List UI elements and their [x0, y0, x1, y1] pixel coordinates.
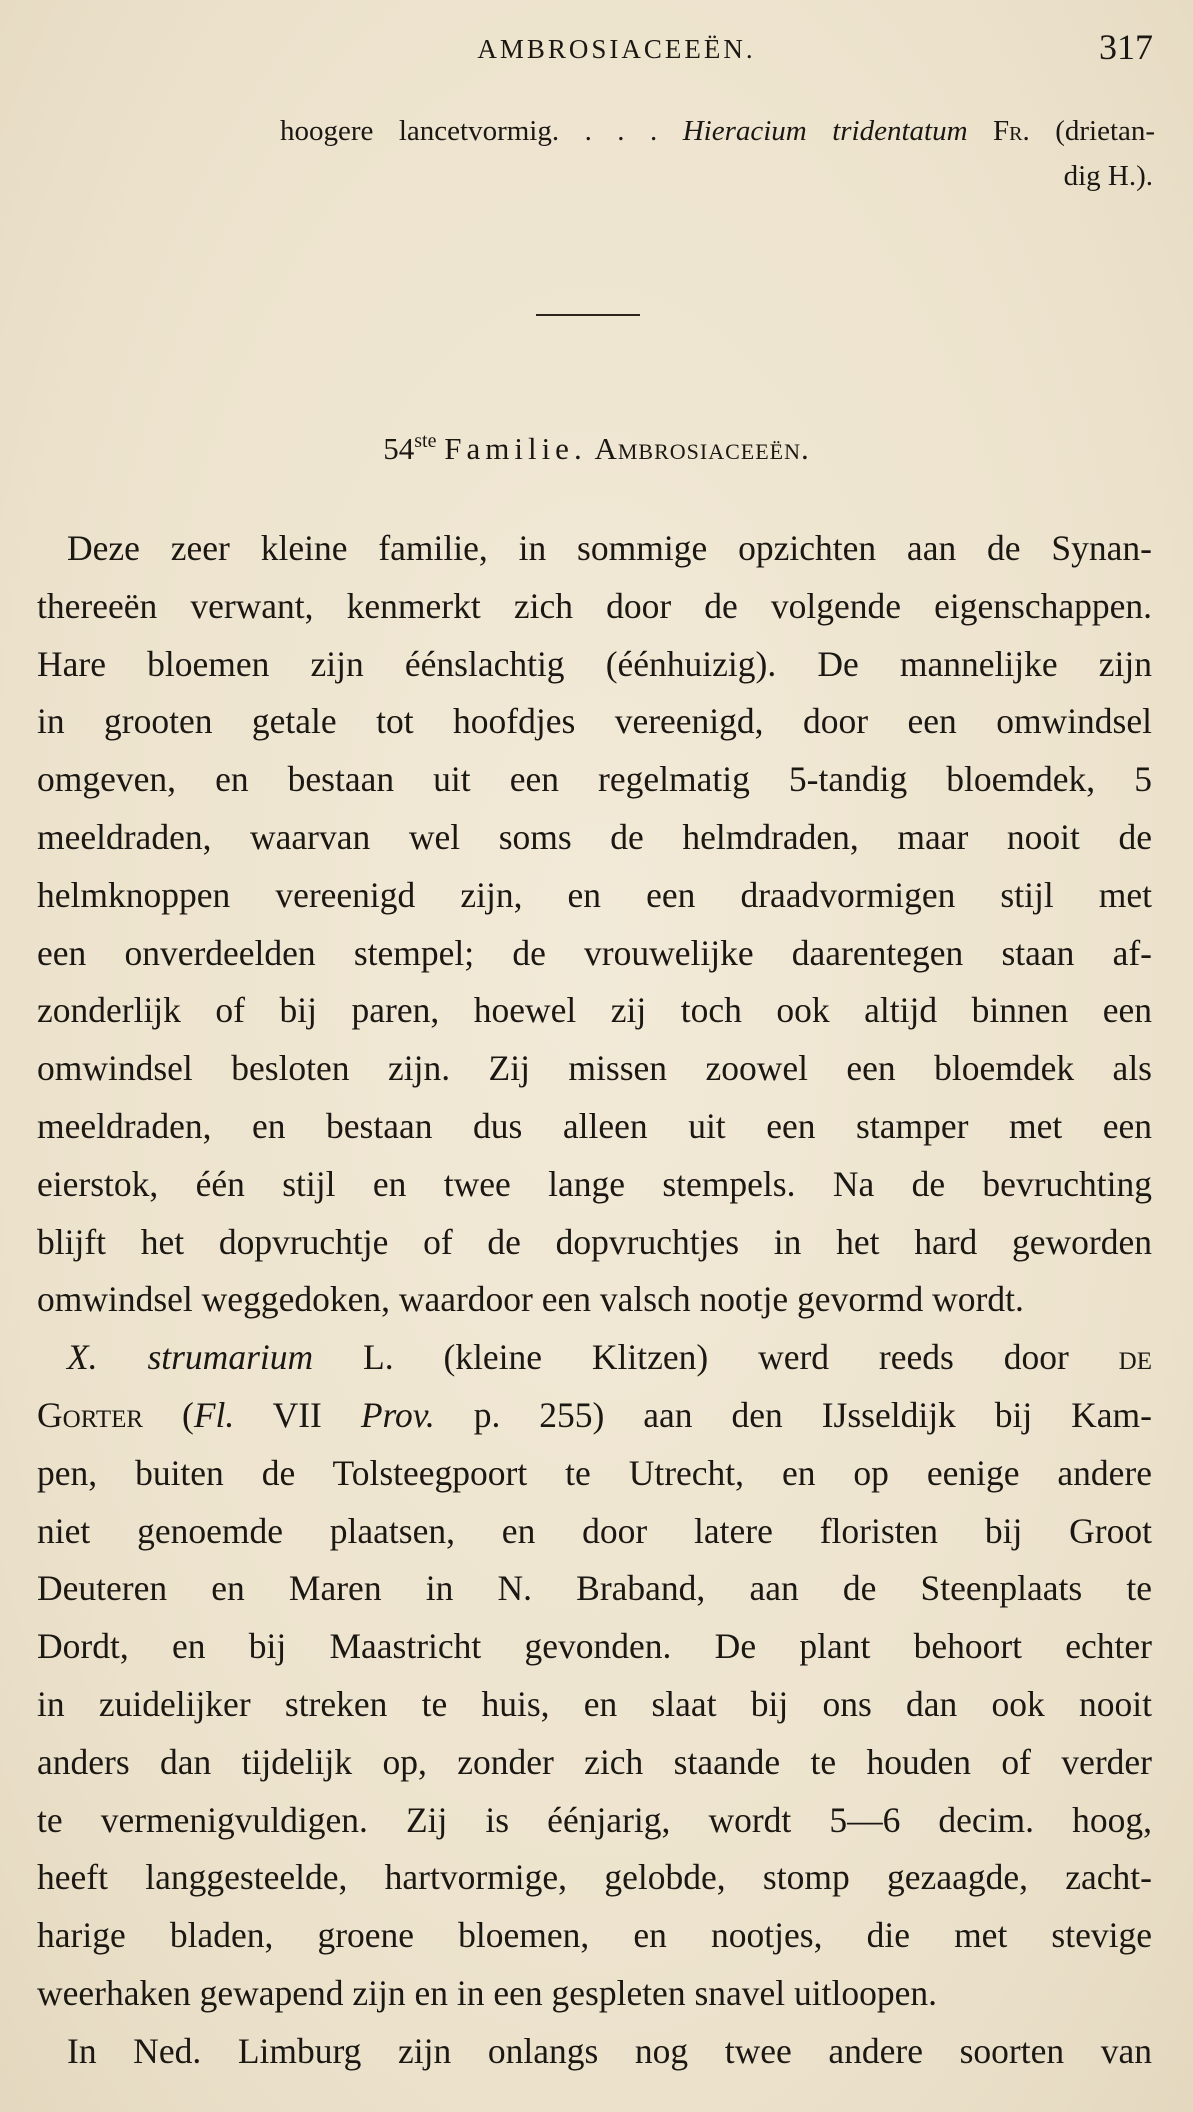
key-text: hoogere lancetvormig. . . . — [280, 115, 658, 147]
text-line: pen, buiten de Tolsteegpoort te Utrecht, en op eenige andere — [37, 1452, 1152, 1493]
text-line: meeldraden, waarvan wel soms de helmdraden, maar nooit de — [37, 816, 1152, 857]
text-run: p. 255) aan den IJsseldijk bij Kam- — [434, 1394, 1152, 1435]
key-entry-line-2: dig H.). — [1063, 160, 1153, 192]
text-line: omwindsel besloten zijn. Zij missen zoowel een bloemdek als — [37, 1048, 1152, 1089]
key-author: Fr. — [993, 115, 1030, 147]
text-line: weerhaken gewapend zijn en in een gespleten snavel uitloopen. — [37, 1972, 937, 2013]
text-line: eierstok, één stijl en twee lange stempels. Na de bevruchting — [37, 1163, 1152, 1204]
citation-work-2: Prov. — [360, 1394, 435, 1435]
text-run: VII — [234, 1394, 361, 1435]
body-text — [37, 520, 1152, 2081]
author-prefix: de — [1118, 1337, 1152, 1378]
author-name: Gorter — [37, 1394, 144, 1435]
page-number: 317 — [1099, 27, 1153, 67]
text-line: harige bladen, groene bloemen, en nootjes, die met stevige — [37, 1915, 1152, 1956]
family-number-suffix: ste — [414, 430, 437, 452]
text-line: omgeven, en bestaan uit een regelmatig 5-tandig bloemdek, 5 — [37, 759, 1152, 800]
text-line: een onverdeelden stempel; de vrouwelijke daarentegen staan af- — [37, 932, 1152, 973]
text-line: Dordt, en bij Maastricht gevonden. De plant behoort echter — [37, 1626, 1152, 1667]
text-line: Hare bloemen zijn éénslachtig (éénhuizig). De mannelijke zijn — [37, 643, 1152, 684]
section-divider — [536, 314, 640, 316]
text-line: in zuidelijker streken te huis, en slaat bij ons dan ook nooit — [37, 1683, 1152, 1724]
text-line: meeldraden, en bestaan dus alleen uit een stamper met een — [37, 1105, 1152, 1146]
text-line: blijft het dopvruchtje of de dopvruchtjes in het hard geworden — [37, 1221, 1152, 1262]
text-line: niet genoemde plaatsen, en door latere floristen bij Groot — [37, 1510, 1152, 1551]
text-line: Deuteren en Maren in N. Braband, aan de Steenplaats te — [37, 1568, 1152, 1609]
text-line: anders dan tijdelijk op, zonder zich staande te houden of verder — [37, 1741, 1152, 1782]
family-name: Ambrosiaceeën. — [594, 431, 810, 466]
text-run: ( — [143, 1394, 194, 1435]
family-word: Familie. — [444, 431, 587, 466]
family-heading — [0, 430, 1193, 467]
running-title: AMBROSIACEEËN. — [477, 34, 756, 64]
text-line: Deze zeer kleine familie, in sommige opzichten aan de Synan- — [67, 528, 1152, 568]
text-line: In Ned. Limburg zijn onlangs nog twee andere soorten van — [67, 2030, 1152, 2071]
key-entry-line — [280, 106, 1155, 156]
text-line — [37, 1387, 1152, 1445]
paragraph-1 — [37, 520, 1152, 1329]
key-species: Hieracium tridentatum — [682, 115, 968, 147]
text-line: in grooten getale tot hoofdjes vereenigd, door een omwindsel — [37, 701, 1152, 742]
running-head — [80, 24, 1153, 74]
family-number: 54 — [383, 431, 415, 466]
key-text-continued: (drietan- — [1055, 115, 1156, 147]
text-run: L. (kleine Klitzen) werd reeds door — [313, 1337, 1119, 1378]
paragraph-3 — [37, 2023, 1152, 2081]
text-line: zonderlijk of bij paren, hoewel zij toch ook altijd binnen een — [37, 990, 1152, 1031]
text-line: helmknoppen vereenigd zijn, en een draadvormigen stijl met — [37, 874, 1152, 915]
citation-work: Fl. — [193, 1394, 235, 1435]
text-line: omwindsel weggedoken, waardoor een valsch nootje gevormd wordt. — [37, 1279, 1024, 1320]
text-line — [37, 1329, 1152, 1387]
text-line: thereeën verwant, kenmerkt zich door de volgende eigenschappen. — [37, 585, 1152, 626]
text-line: heeft langgesteelde, hartvormige, gelobde, stomp gezaagde, zacht- — [37, 1857, 1152, 1898]
species-name: X. strumarium — [67, 1337, 314, 1378]
text-line: te vermenigvuldigen. Zij is éénjarig, wordt 5—6 decim. hoog, — [37, 1799, 1152, 1840]
paragraph-2 — [37, 1329, 1152, 2023]
